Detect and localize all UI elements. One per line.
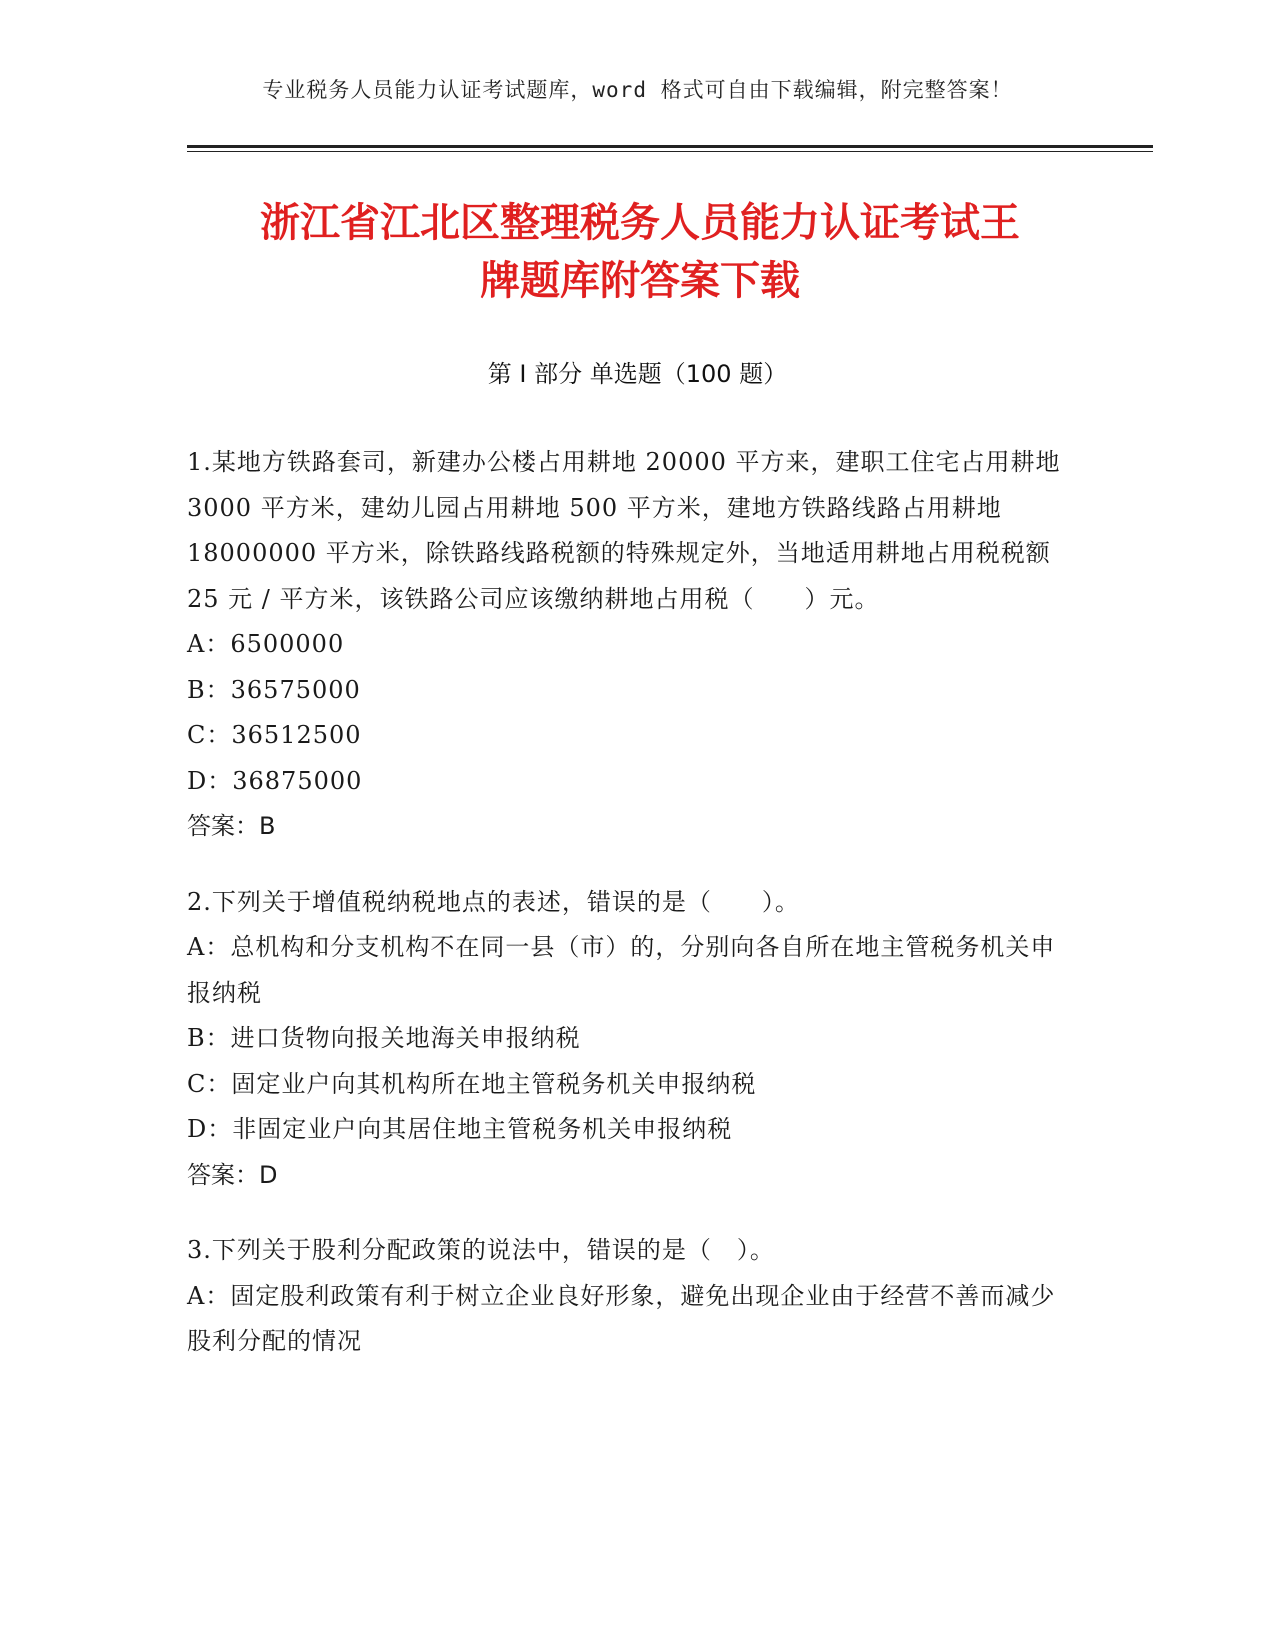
question-1-option-d: D：36875000 bbox=[187, 766, 363, 795]
question-1-option-b: B：36575000 bbox=[187, 675, 361, 704]
document-title-line-1: 浙江省江北区整理税务人员能力认证考试王 bbox=[260, 200, 1020, 246]
question-3 bbox=[187, 1228, 1067, 1365]
document-title-line-2: 牌题库附答案下载 bbox=[480, 258, 800, 304]
header-divider-thick bbox=[187, 145, 1153, 148]
question-2-option-d: D：非固定业户向其居住地主管税务机关申报纳税 bbox=[187, 1115, 733, 1143]
question-2-stem: 2.下列关于增值税纳税地点的表述，错误的是（ ）。 bbox=[187, 887, 800, 916]
question-1-option-c: C：36512500 bbox=[187, 721, 362, 749]
header-divider-thin bbox=[187, 151, 1153, 152]
question-3-option-a: A：固定股利政策有利于树立企业良好形象，避免出现企业由于经营不善而减少股利分配的情况 bbox=[187, 1281, 1056, 1355]
question-2-option-b: B：进口货物向报关地海关申报纳税 bbox=[187, 1024, 581, 1052]
question-1 bbox=[187, 440, 1067, 850]
question-1-answer: 答案：B bbox=[187, 812, 276, 840]
question-2 bbox=[187, 880, 1067, 1199]
question-2-option-c: C：固定业户向其机构所在地主管税务机关申报纳税 bbox=[187, 1069, 757, 1098]
page-header: 专业税务人员能力认证考试题库，word 格式可自由下载编辑，附完整答案！ bbox=[262, 78, 1013, 102]
question-1-option-a: A：6500000 bbox=[187, 630, 345, 658]
section-heading: 第 I 部分 单选题（100 题） bbox=[487, 360, 788, 388]
question-list bbox=[187, 440, 1067, 1395]
question-2-option-a: A：总机构和分支机构不在同一县（市）的，分别向各自所在地主管税务机关申报纳税 bbox=[187, 933, 1056, 1007]
question-3-stem: 3.下列关于股利分配政策的说法中，错误的是（ ）。 bbox=[187, 1236, 775, 1264]
document-title bbox=[190, 194, 1090, 310]
question-2-answer: 答案：D bbox=[187, 1160, 278, 1189]
question-1-stem: 1.某地方铁路套司，新建办公楼占用耕地 20000 平方来，建职工住宅占用耕地 3000 平方米，建幼儿园占用耕地 500 平方米，建地方铁路线路占用耕地 18000000 平方米，除铁路线路税额的特殊规定外，当地适用耕地占用税税额 25 元 / 平方米，该铁路公司应该缴纳耕地占用税（ ）元。 bbox=[187, 448, 1061, 613]
